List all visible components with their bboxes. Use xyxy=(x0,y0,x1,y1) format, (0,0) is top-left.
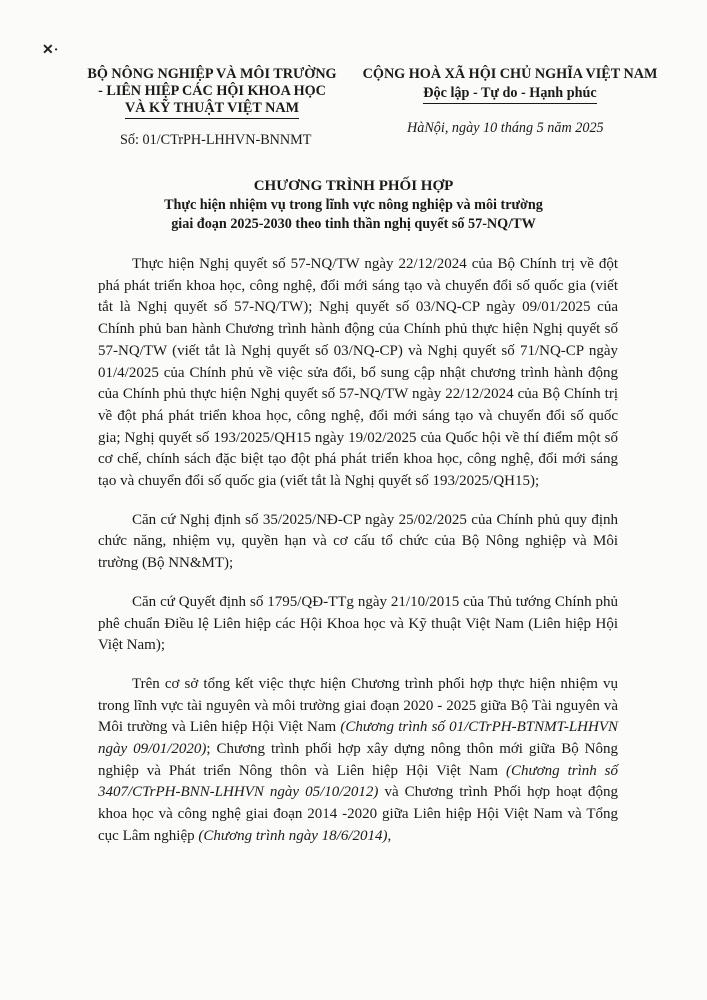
p4-citation-1: (Chương trình số 01/CTrPH-BTNMT-LHHVN ngày 09/01/2020) xyxy=(98,719,618,758)
paragraph-2: Căn cứ Nghị định số 35/2025/NĐ-CP ngày 25/02/2025 của Chính phủ quy định chức năng, nhiệm vụ, quyền hạn và cơ cấu tổ chức của Bộ Nông nghiệp và Môi trường (Bộ NN&MT); xyxy=(98,511,618,572)
p4-text-1: Trên cơ sở tổng kết việc thực hiện Chương trình phối hợp thực hiện nhiệm vụ trong lĩnh vực tài nguyên và môi trường giai đoạn 2020 - 2025 giữa Bộ Tài nguyên và Môi trường và Liên hiệp Hội Việt Nam xyxy=(98,675,618,736)
subtitle-line-2: giai đoạn 2025-2030 theo tinh thần nghị quyết số 57-NQ/TW xyxy=(171,216,536,232)
paragraph-1: Thực hiện Nghị quyết số 57-NQ/TW ngày 22/12/2024 của Bộ Chính trị về đột phá phát triển khoa học, công nghệ, đổi mới sáng tạo và chuyển đổi số quốc gia (viết tắt là Nghị quyết số 57-NQ/TW); Nghị quyết số 03/NQ-CP ngày 09/01/2025 của Chính phủ ban hành Chương trình hành động của Chính phủ thực hiện Nghị quyết số 57-NQ/TW (viết tắt là Nghị quyết số 03/NQ-CP) và Nghị quyết số 71/NQ-CP ngày 01/4/2025 của Chính phủ về việc sửa đổi, bổ sung cập nhật chương trình hành động của Chính phủ thực hiện Nghị quyết số 57-NQ/TW ngày 22/12/2024 của Bộ Chính trị về đột phá phát triển khoa học, công nghệ, đổi mới sáng tạo và chuyển đổi số quốc gia; Nghị quyết số 193/2025/QH15 ngày 19/02/2025 của Quốc hội về thí điểm một số cơ chế, chính sách đặc biệt tạo đột phá phát triển khoa học, công nghệ, đổi mới sáng tạo và chuyển đổi số quốc gia (viết tắt là Nghị quyết số 193/2025/QH15); xyxy=(98,256,618,490)
paragraph-4 xyxy=(98,674,618,848)
p4-text-3: và Chương trình Phối hợp hoạt động khoa học và công nghệ giai đoạn 2014 -2020 giữa Liên hiệp Hội Việt Nam và Tổng cục Lâm nghiệp xyxy=(98,784,618,844)
national-title: CỘNG HOÀ XÃ HỘI CHỦ NGHĨA VIỆT NAM xyxy=(362,66,658,82)
document-title: CHƯƠNG TRÌNH PHỐI HỢP xyxy=(253,178,454,194)
p4-text-4: , xyxy=(387,827,392,844)
national-header-block xyxy=(360,66,660,104)
document-body xyxy=(98,254,618,848)
scan-mark: ✕· xyxy=(42,43,59,58)
agency-line-1: BỘ NÔNG NGHIỆP VÀ MÔI TRƯỜNG xyxy=(87,66,337,82)
agency-line-3: VÀ KỸ THUẬT VIỆT NAM xyxy=(125,100,299,119)
p4-citation-3: (Chương trình ngày 18/6/2014) xyxy=(198,827,388,844)
document-subtitle xyxy=(0,196,707,234)
subtitle-line-1: Thực hiện nhiệm vụ trong lĩnh vực nông nghiệp và môi trường xyxy=(164,197,543,213)
issuing-agency-block xyxy=(62,66,362,119)
document-date: HàNội, ngày 10 tháng 5 năm 2025 xyxy=(407,120,604,136)
p4-citation-2: (Chương trình số 3407/CTrPH-BNN-LHHVN ngày 05/10/2012) xyxy=(98,762,619,801)
p4-text-2: ; Chương trình phối hợp xây dựng nông thôn mới giữa Bộ Nông nghiệp và Phát triển Nông thôn và Liên hiệp Hội Việt Nam xyxy=(98,741,618,779)
paragraph-3: Căn cứ Quyết định số 1795/QĐ-TTg ngày 21/10/2015 của Thủ tướng Chính phủ phê chuẩn Điều lệ Liên hiệp các Hội Khoa học và Kỹ thuật Việt Nam (Liên hiệp Hội Việt Nam); xyxy=(98,593,618,654)
document-number: Số: 01/CTrPH-LHHVN-BNNMT xyxy=(120,132,312,148)
agency-line-2: - LIÊN HIỆP CÁC HỘI KHOA HỌC xyxy=(98,83,326,99)
national-motto: Độc lập - Tự do - Hạnh phúc xyxy=(423,85,596,104)
